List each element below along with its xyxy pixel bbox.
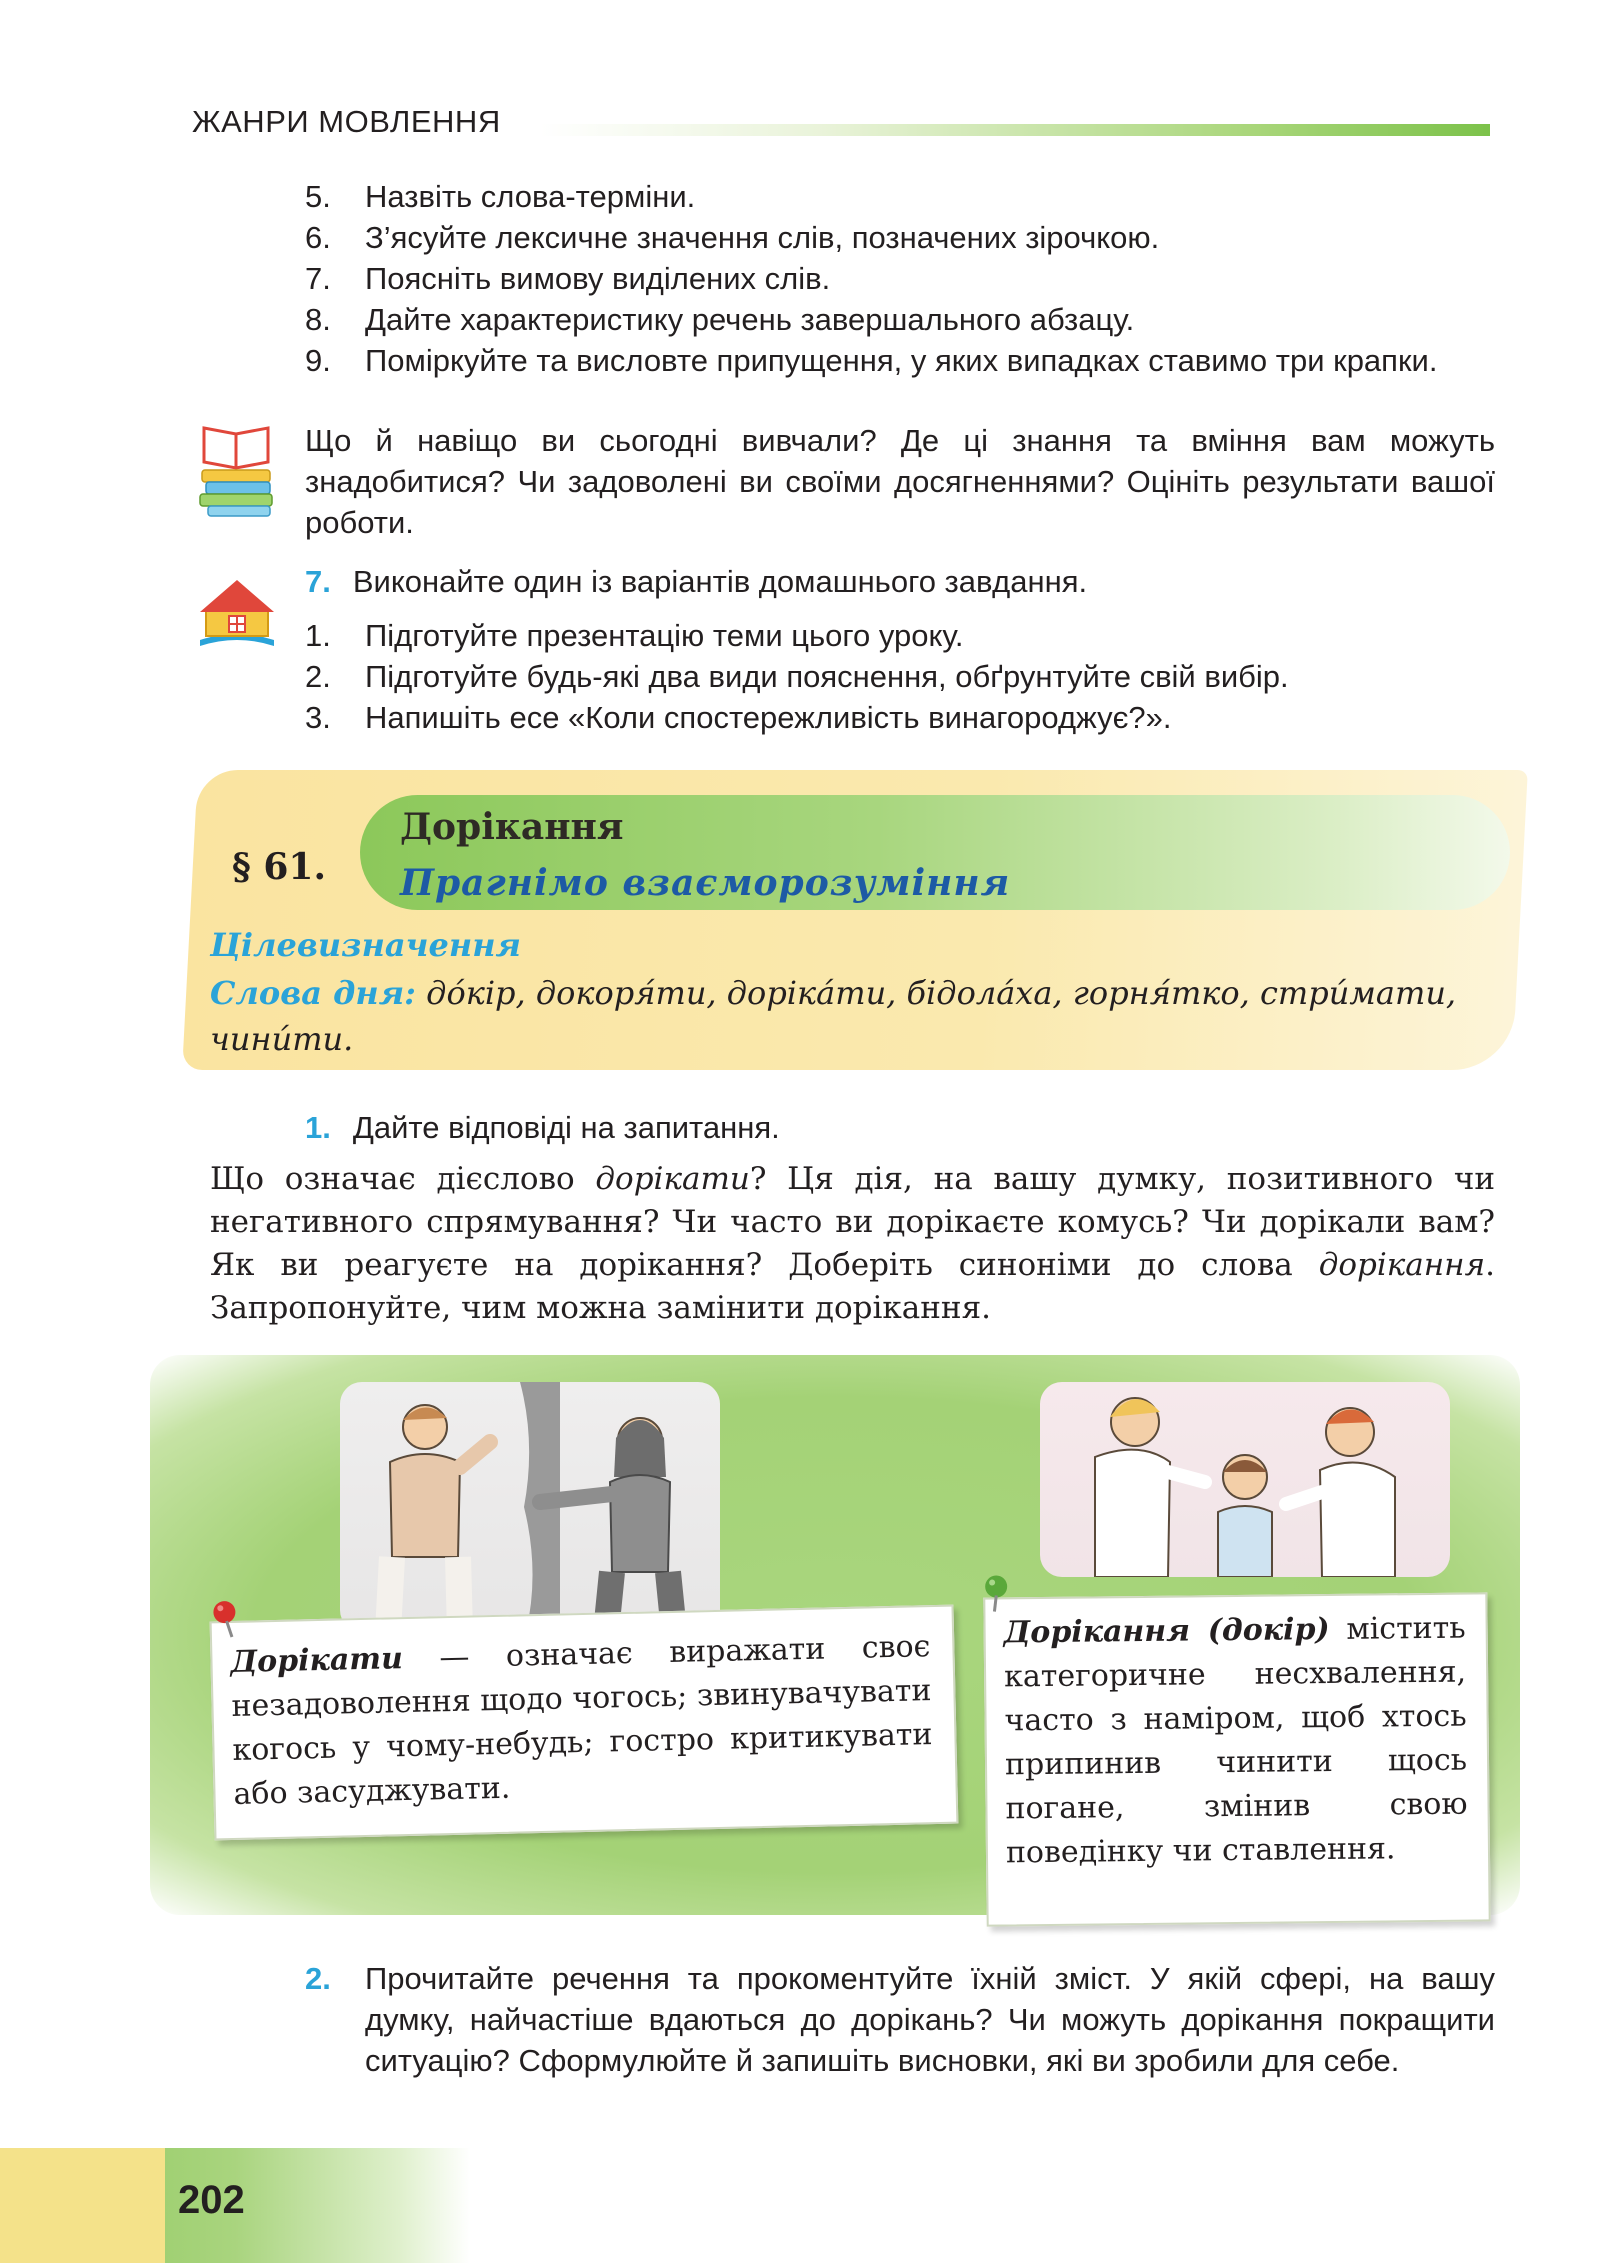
section-subtitle: Прагнімо взаєморозуміння (400, 862, 1011, 904)
questions-list (305, 176, 1495, 381)
note-text: містить категоричне несхвалення, часто з наміром, щоб хтось припинив чинити щось погане, змінив свою поведінку чи ставлення. (1003, 1610, 1468, 1871)
pushpin-red-icon (209, 1599, 244, 1640)
item-text: З’ясуйте лексичне значення слів, позначених зірочкою. (365, 220, 1160, 255)
list-item (305, 258, 1495, 299)
books-icon (196, 422, 278, 518)
header-rule (540, 124, 1490, 136)
paragraph-text: Що означає дієслово (210, 1161, 596, 1197)
item-text: Поміркуйте та висловте припущення, у яких випадках ставимо три крапки. (365, 343, 1438, 378)
paragraph-italic: дорікання (1318, 1247, 1486, 1283)
note-term: Дорікання (докір) (1003, 1612, 1330, 1651)
task-text: Дайте відповіді на запитання. (352, 1110, 780, 1145)
house-icon (196, 570, 278, 648)
task-number: 1. (305, 1110, 331, 1145)
item-text: Дайте характеристику речень завершального абзацу. (365, 302, 1135, 337)
words-label: Слова дня: (210, 974, 416, 1012)
item-number: 3. (305, 700, 331, 735)
paragraph-text: ? Ця дія, на вашу думку, позитивного чи негативного спрямування? Чи часто ви дорікаєте комусь? Чи дорікали вам? Як ви реагуєте на дорікання? Доберіть синоніми до слова (210, 1161, 1495, 1283)
section-title: Дорікання (400, 806, 624, 848)
task-text: Прочитайте речення та прокоментуйте їхній зміст. У якій сфері, на вашу думку, найчастіше вдаються до дорікань? Чи можуть дорікання покращити ситуацію? Сформулюйте й запишіть висновки, які ви зробили для себе. (365, 1961, 1495, 2078)
definition-note-2 (983, 1592, 1490, 1926)
list-item (305, 299, 1495, 340)
list-item (305, 217, 1495, 258)
definition-note-1 (210, 1605, 959, 1841)
task-1 (305, 1110, 780, 1146)
running-head: ЖАНРИ МОВЛЕННЯ (192, 104, 501, 139)
pushpin-green-icon (981, 1573, 1015, 1613)
item-text: Поясніть вимову виділених слів. (365, 261, 831, 296)
note-text: — означає виражати своє незадоволення щодо чогось; звинувачувати когось у чому-небудь; гостро критикувати або засуджувати. (231, 1629, 933, 1812)
list-item (305, 697, 1495, 738)
footer-accent (0, 2148, 165, 2263)
item-text: Підготуйте будь-які два види пояснення, обґрунтуйте свій вибір. (365, 659, 1289, 694)
note-term: Дорікати (230, 1641, 404, 1680)
paragraph-italic: дорікати (595, 1161, 750, 1197)
item-number: 2. (305, 659, 331, 694)
list-item (305, 340, 1495, 381)
item-number: 7. (305, 261, 331, 296)
task-number: 7. (305, 564, 331, 599)
reflection-text: Що й навіщо ви сьогодні вивчали? Де ці знання та вміння вам можуть знадобитися? Чи задоволені ви своїми досягненнями? Оцініть результати вашої роботи. (305, 423, 1495, 540)
words-list: до́кір, докоря́ти, доріка́ти, бідола́ха, горня́тко, стри́мати, чини́ти. (210, 974, 1457, 1058)
illustration-scolding (1040, 1382, 1450, 1577)
list-item (305, 656, 1495, 697)
goal-label: Цілевизначення (210, 926, 521, 964)
item-text: Назвіть слова-терміни. (365, 179, 696, 214)
item-text: Підготуйте презентацію теми цього уроку. (365, 618, 964, 653)
item-number: 1. (305, 618, 331, 653)
task-2 (305, 1958, 1495, 2081)
list-item (305, 176, 1495, 217)
paragraph-text: . Запропонуйте, чим можна замінити дорікання. (210, 1247, 1495, 1326)
illustration-rejection (340, 1382, 720, 1632)
item-number: 8. (305, 302, 331, 337)
item-text: Напишіть есе «Коли спостережливість винагороджує?». (365, 700, 1172, 735)
homework-list (305, 615, 1495, 738)
item-number: 6. (305, 220, 331, 255)
list-item (305, 615, 1495, 656)
item-number: 5. (305, 179, 331, 214)
section-number: § 61. (232, 846, 326, 888)
page-number: 202 (178, 2178, 245, 2222)
words-of-day (210, 970, 1500, 1062)
task-text: Виконайте один із варіантів домашнього завдання. (352, 564, 1088, 599)
task-1-paragraph (210, 1158, 1495, 1330)
task-number: 2. (305, 1961, 331, 1996)
homework-heading (305, 564, 1087, 600)
item-number: 9. (305, 343, 331, 378)
